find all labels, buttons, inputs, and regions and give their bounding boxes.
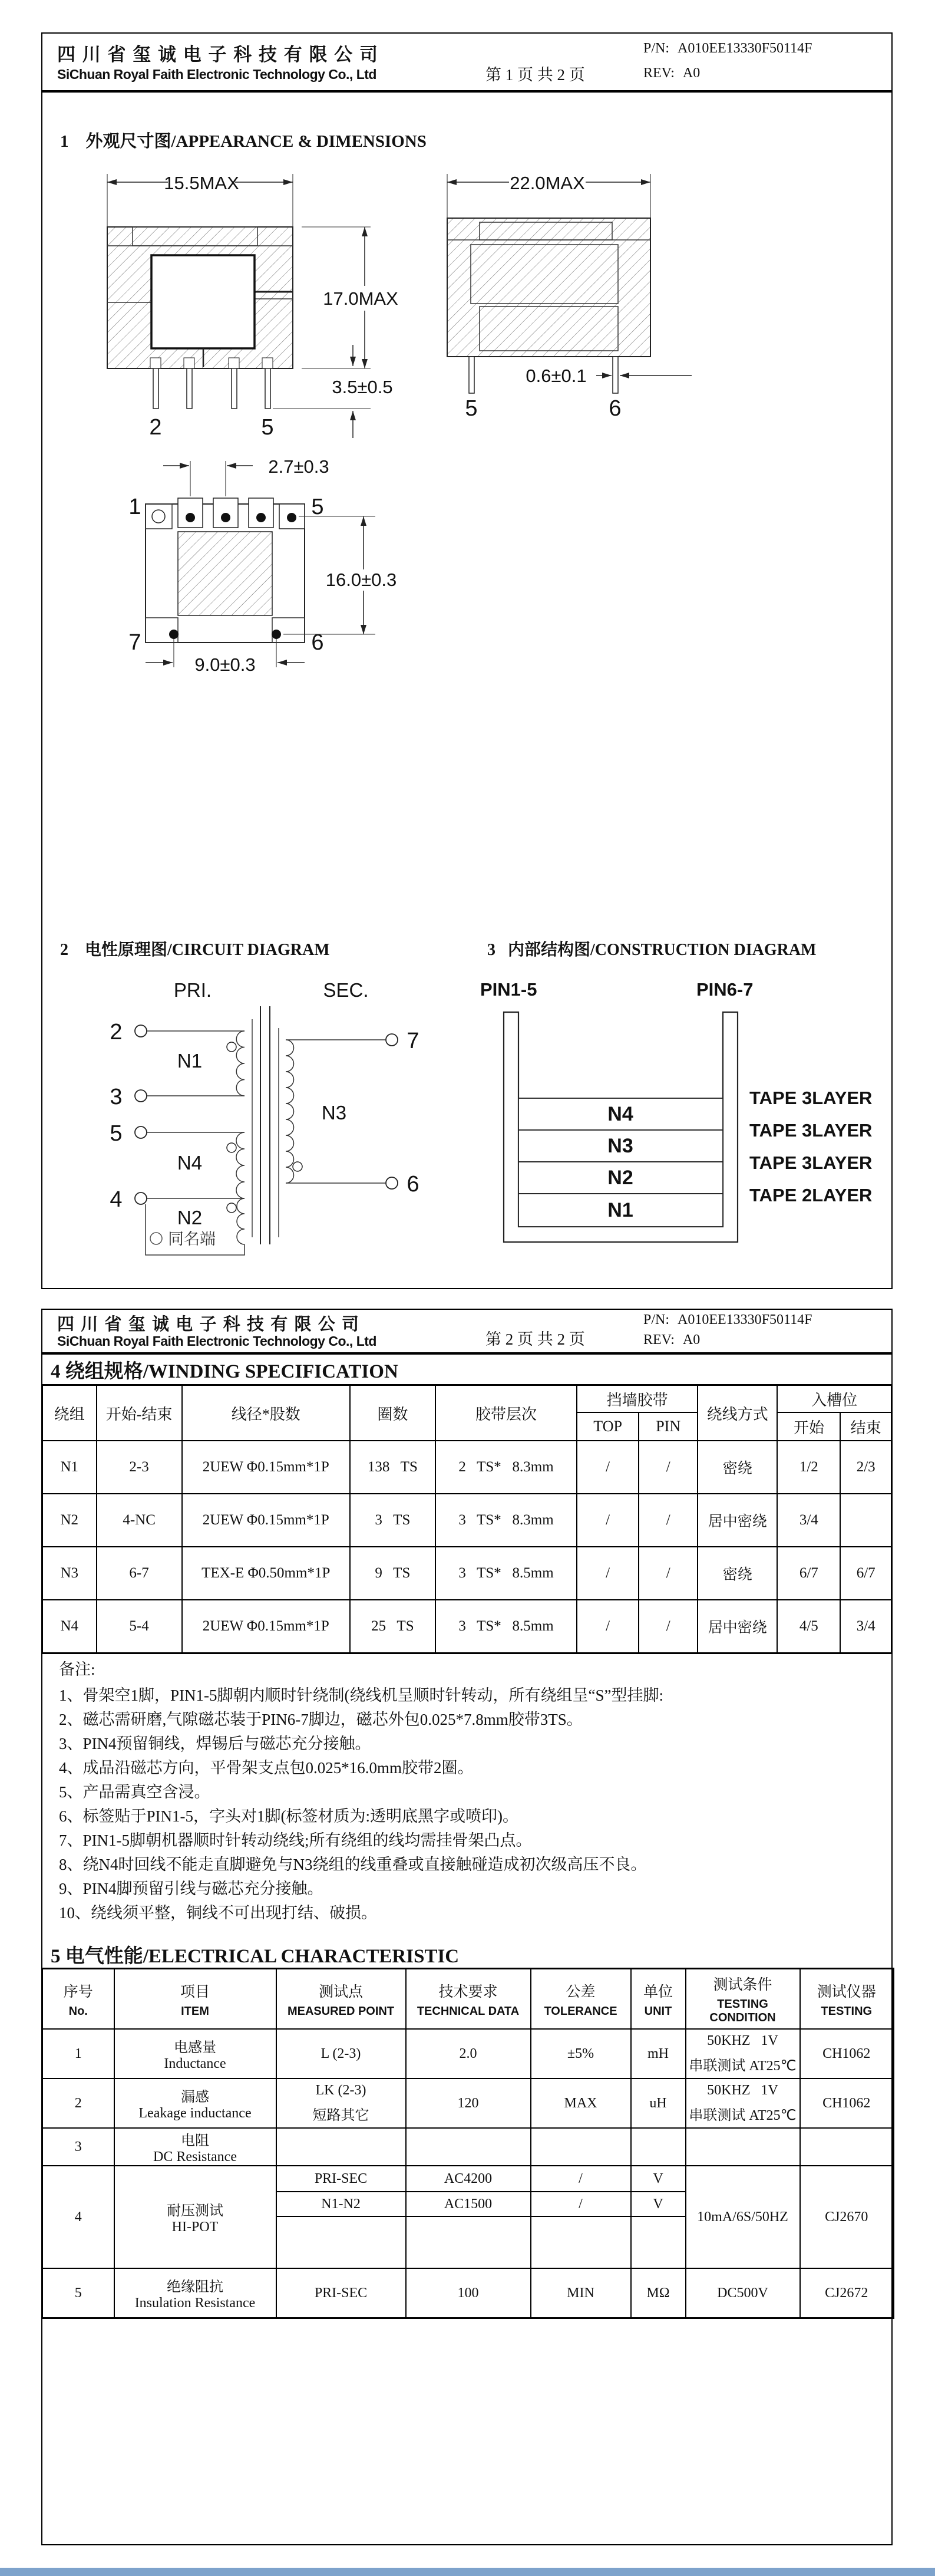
wh-slot-end: 结束 [840, 1412, 891, 1441]
cell-tolerance: MIN [531, 2268, 631, 2318]
circuit-pin-5: 5 [110, 1121, 123, 1146]
cell-top: / [577, 1494, 639, 1547]
winding-n1-label: N1 [177, 1050, 203, 1072]
bottom-height-dim: 16.0±0.3 [325, 569, 397, 590]
page1-header [42, 34, 891, 93]
cell-slot-end: 2/3 [840, 1441, 891, 1494]
cell-condition: 50KHZ 1V 串联测试 AT25℃ [686, 2029, 800, 2078]
front-view-drawing [98, 168, 405, 442]
cell-unit: V [631, 2192, 686, 2216]
cell-wire: 2UEW Φ0.15mm*1P [182, 1441, 350, 1494]
section2-title: 2 电性原理图/CIRCUIT DIAGRAM [60, 941, 330, 959]
cell-instrument [800, 2128, 894, 2166]
tape-label-3: TAPE 3LAYER [749, 1152, 873, 1173]
cell-condition: 10mA/6S/50HZ [686, 2166, 800, 2268]
cell-pins: 6-7 [97, 1547, 182, 1600]
cell-slot-start: 6/7 [777, 1547, 840, 1600]
front-height-dim: 17.0MAX [323, 288, 398, 309]
cell-unit: V [631, 2166, 686, 2192]
dot-convention-legend: 同名端 [168, 1230, 216, 1248]
note-item-1: 1、骨架空1脚，PIN1-5脚朝内顺时针绕制(绕线机呈顺时针转动，所有绕组呈“S”型挂脚: [59, 1686, 663, 1704]
cell-method: 居中密绕 [698, 1600, 777, 1653]
cell-tape: 3 TS* 8.3mm [435, 1494, 577, 1547]
side-pindia-dim: 0.6±0.1 [526, 365, 587, 386]
section4-title: 4 绕组规格/WINDING SPECIFICATION [51, 1361, 398, 1382]
cell-data: 120 [406, 2078, 531, 2128]
front-pin-5-label: 5 [261, 415, 274, 440]
page-number: 第 2 页 共 2 页 [485, 1330, 585, 1348]
electrical-row-5 [42, 2268, 894, 2318]
electrical-header-row [42, 1969, 894, 2030]
revision [643, 65, 708, 81]
construction-pin15-label: PIN1-5 [480, 979, 537, 1000]
electrical-row-3 [42, 2128, 894, 2166]
notes-title: 备注: [59, 1661, 95, 1678]
section1-title: 1 外观尺寸图/APPEARANCE & DIMENSIONS [60, 132, 427, 151]
cell-tolerance: / [531, 2166, 631, 2192]
bottom-pitch-dim: 2.7±0.3 [268, 456, 329, 477]
note-item-2: 2、磁芯需研磨,气隙磁芯装于PIN6-7脚边，磁芯外包0.025*7.8mm胶带3TS。 [59, 1711, 583, 1728]
note-item-9: 9、PIN4脚预留引线与磁芯充分接触。 [59, 1880, 323, 1898]
cell-no: 5 [42, 2268, 114, 2318]
cell-item: 绝缘阻抗 Insulation Resistance [114, 2268, 276, 2318]
cell-unit: MΩ [631, 2268, 686, 2318]
electrical-row-1 [42, 2029, 894, 2078]
cell-pin: / [639, 1547, 698, 1600]
bottom-pin-6-label: 6 [311, 630, 324, 655]
cell-instrument: CJ2670 [800, 2166, 894, 2268]
cell-wire: 2UEW Φ0.15mm*1P [182, 1600, 350, 1653]
winding-row-n2 [42, 1494, 892, 1547]
layer-n2-label: N2 [607, 1167, 633, 1189]
circuit-pin-6: 6 [407, 1172, 419, 1197]
cell-unit [631, 2216, 686, 2268]
cell-item: 漏感 Leakage inductance [114, 2078, 276, 2128]
pn-label: P/N: [643, 41, 670, 56]
eh-tolerance: 公差 TOLERANCE [531, 1969, 631, 2030]
page2-header [42, 1310, 891, 1355]
cell-tolerance [531, 2216, 631, 2268]
construction-pin67-label: PIN6-7 [696, 979, 754, 1000]
cell-condition: 50KHZ 1V 串联测试 AT25℃ [686, 2078, 800, 2128]
circuit-pin-7: 7 [407, 1029, 419, 1053]
construction-diagram [464, 972, 882, 1267]
cell-item: 电阻 DC Resistance [114, 2128, 276, 2166]
front-pinlen-dim: 3.5±0.5 [332, 377, 393, 397]
cell-data [406, 2216, 531, 2268]
wh-top: TOP [577, 1412, 639, 1441]
cell-point: PRI-SEC [276, 2268, 406, 2318]
cell-slot-end: 6/7 [840, 1547, 891, 1600]
note-item-10: 10、绕线须平整，铜线不可出现打结、破损。 [59, 1904, 377, 1922]
winding-row-n4 [42, 1600, 892, 1653]
cell-slot-start: 3/4 [777, 1494, 840, 1547]
cell-instrument: CH1062 [800, 2078, 894, 2128]
company-name-cn: 四 川 省 玺 诚 电 子 科 技 有 限 公 司 [57, 1315, 361, 1334]
cell-tape: 3 TS* 8.5mm [435, 1600, 577, 1653]
cell-method: 密绕 [698, 1547, 777, 1600]
company-name-en: SiChuan Royal Faith Electronic Technology Co., Ltd [57, 67, 376, 82]
cell-point: LK (2-3) 短路其它 [276, 2078, 406, 2128]
cell-tape: 2 TS* 8.3mm [435, 1441, 577, 1494]
front-width-dim: 15.5MAX [164, 173, 239, 193]
cell-pins: 4-NC [97, 1494, 182, 1547]
cell-method: 密绕 [698, 1441, 777, 1494]
cell-tape: 3 TS* 8.5mm [435, 1547, 577, 1600]
revision [643, 1332, 708, 1348]
cell-no: 1 [42, 2029, 114, 2078]
electrical-table [41, 1968, 894, 2319]
pn-value: A010EE13330F50114F [678, 1312, 812, 1327]
cell-unit [631, 2128, 686, 2166]
winding-n3-label: N3 [321, 1102, 347, 1124]
cell-data: 2.0 [406, 2029, 531, 2078]
winding-row-n1 [42, 1441, 892, 1494]
cell-point [276, 2216, 406, 2268]
cell-winding: N3 [42, 1547, 97, 1600]
bottom-view-drawing [128, 448, 399, 684]
eh-no: 序号 No. [42, 1969, 114, 2030]
section3-title: 3 内部结构图/CONSTRUCTION DIAGRAM [487, 941, 817, 959]
electrical-row-4a [42, 2166, 894, 2192]
cell-point: L (2-3) [276, 2029, 406, 2078]
cell-turns: 138 TS [350, 1441, 435, 1494]
wh-startend: 开始-结束 [97, 1385, 182, 1441]
rev-label: REV: [643, 1332, 675, 1348]
cell-slot-start: 4/5 [777, 1600, 840, 1653]
cell-no: 3 [42, 2128, 114, 2166]
winding-row-n3 [42, 1547, 892, 1600]
wh-slot: 入槽位 [777, 1385, 891, 1413]
rev-value: A0 [682, 1332, 701, 1348]
cell-slot-end [840, 1494, 891, 1547]
cell-tolerance: MAX [531, 2078, 631, 2128]
cell-turns: 9 TS [350, 1547, 435, 1600]
pn-label: P/N: [643, 1312, 670, 1327]
pn-value: A010EE13330F50114F [678, 41, 812, 56]
section5-title: 5 电气性能/ELECTRICAL CHARACTERISTIC [51, 1946, 460, 1967]
cell-winding: N2 [42, 1494, 97, 1547]
cell-method: 居中密绕 [698, 1494, 777, 1547]
eh-instrument: 测试仪器 TESTING [800, 1969, 894, 2030]
page-1 [41, 32, 893, 1289]
page-2 [41, 1309, 893, 2545]
cell-pins: 5-4 [97, 1600, 182, 1653]
cell-turns: 3 TS [350, 1494, 435, 1547]
cell-top: / [577, 1600, 639, 1653]
part-number [643, 41, 820, 57]
cell-slot-start: 1/2 [777, 1441, 840, 1494]
wh-tape: 胶带层次 [435, 1385, 577, 1441]
cell-data [406, 2128, 531, 2166]
cell-point: PRI-SEC [276, 2166, 406, 2192]
cell-data: AC1500 [406, 2192, 531, 2216]
wh-pin: PIN [639, 1412, 698, 1441]
cell-winding: N4 [42, 1600, 97, 1653]
circuit-pin-2: 2 [110, 1020, 123, 1045]
cell-top: / [577, 1547, 639, 1600]
wh-walltape: 挡墙胶带 [577, 1385, 698, 1413]
bottom-bar [0, 2568, 935, 2576]
cell-pin: / [639, 1494, 698, 1547]
cell-item: 电感量 Inductance [114, 2029, 276, 2078]
eh-unit: 单位 UNIT [631, 1969, 686, 2030]
cell-pin: / [639, 1441, 698, 1494]
note-item-3: 3、PIN4预留铜线，焊锡后与磁芯充分接触。 [59, 1735, 371, 1753]
wh-method: 绕线方式 [698, 1385, 777, 1441]
company-name-cn: 四 川 省 玺 诚 电 子 科 技 有 限 公 司 [57, 44, 379, 65]
wh-turns: 圈数 [350, 1385, 435, 1441]
note-item-7: 7、PIN1-5脚朝机器顺时针转动绕线;所有绕组的线均需挂骨架凸点。 [59, 1831, 532, 1849]
cell-turns: 25 TS [350, 1600, 435, 1653]
circuit-diagram [57, 972, 443, 1267]
pri-label: PRI. [173, 979, 212, 1001]
tape-label-4: TAPE 2LAYER [749, 1185, 873, 1205]
cell-condition: DC500V [686, 2268, 800, 2318]
circuit-pin-3: 3 [110, 1085, 123, 1109]
wh-wire: 线径*股数 [182, 1385, 350, 1441]
wh-winding: 绕组 [42, 1385, 97, 1441]
layer-n3-label: N3 [607, 1135, 633, 1157]
note-item-6: 6、标签贴于PIN1-5，字头对1脚(标签材质为:透明底黑字或喷印)。 [59, 1807, 518, 1825]
front-pin-2-label: 2 [149, 415, 162, 440]
cell-data: AC4200 [406, 2166, 531, 2192]
cell-slot-end: 3/4 [840, 1600, 891, 1653]
cell-tolerance: ±5% [531, 2029, 631, 2078]
rev-label: REV: [643, 65, 675, 81]
cell-condition [686, 2128, 800, 2166]
bottom-pin-7-label: 7 [128, 630, 141, 655]
cell-winding: N1 [42, 1441, 97, 1494]
layer-n4-label: N4 [607, 1103, 633, 1125]
sec-label: SEC. [323, 979, 369, 1001]
side-pin-6-label: 6 [609, 396, 622, 419]
cell-pin: / [639, 1600, 698, 1653]
layer-n1-label: N1 [607, 1199, 633, 1221]
cell-top: / [577, 1441, 639, 1494]
winding-n4-label: N4 [177, 1152, 203, 1174]
eh-item: 项目 ITEM [114, 1969, 276, 2030]
tape-label-1: TAPE 3LAYER [749, 1088, 873, 1108]
winding-spec-table [41, 1384, 893, 1654]
cell-tolerance [531, 2128, 631, 2166]
cell-unit: uH [631, 2078, 686, 2128]
cell-instrument: CJ2672 [800, 2268, 894, 2318]
cell-tolerance: / [531, 2192, 631, 2216]
part-number [643, 1312, 820, 1328]
note-item-8: 8、绕N4时回线不能走直脚避免与N3绕组的线重叠或直接触碰造成初次级高压不良。 [59, 1856, 647, 1873]
cell-wire: TEX-E Φ0.50mm*1P [182, 1547, 350, 1600]
rev-value: A0 [682, 65, 701, 81]
tape-label-2: TAPE 3LAYER [749, 1120, 873, 1141]
wh-slot-start: 开始 [777, 1412, 840, 1441]
notes-block [59, 1656, 663, 1924]
cell-pins: 2-3 [97, 1441, 182, 1494]
cell-no: 2 [42, 2078, 114, 2128]
bottom-pin-5-label: 5 [311, 495, 324, 519]
side-view-drawing [438, 168, 721, 419]
cell-point: N1-N2 [276, 2192, 406, 2216]
eh-point: 测试点 MEASURED POINT [276, 1969, 406, 2030]
note-item-4: 4、成品沿磁芯方向，平骨架支点包0.025*16.0mm胶带2圈。 [59, 1759, 474, 1777]
cell-unit: mH [631, 2029, 686, 2078]
cell-item: 耐压测试 HI-POT [114, 2166, 276, 2268]
winding-n2-label: N2 [177, 1207, 203, 1228]
note-item-5: 5、产品需真空含浸。 [59, 1783, 210, 1801]
side-width-dim: 22.0MAX [510, 173, 585, 193]
cell-no: 4 [42, 2166, 114, 2268]
electrical-row-2 [42, 2078, 894, 2128]
circuit-pin-4: 4 [110, 1187, 123, 1212]
cell-point [276, 2128, 406, 2166]
eh-data: 技术要求 TECHNICAL DATA [406, 1969, 531, 2030]
page-number: 第 1 页 共 2 页 [485, 66, 585, 84]
cell-data: 100 [406, 2268, 531, 2318]
cell-instrument: CH1062 [800, 2029, 894, 2078]
bottom-pin-1-label: 1 [128, 495, 141, 519]
bottom-span-dim: 9.0±0.3 [194, 654, 256, 675]
eh-condition: 测试条件 TESTING CONDITION [686, 1969, 800, 2030]
cell-wire: 2UEW Φ0.15mm*1P [182, 1494, 350, 1547]
side-pin-5-label: 5 [465, 396, 478, 419]
company-name-en: SiChuan Royal Faith Electronic Technology Co., Ltd [57, 1333, 376, 1349]
